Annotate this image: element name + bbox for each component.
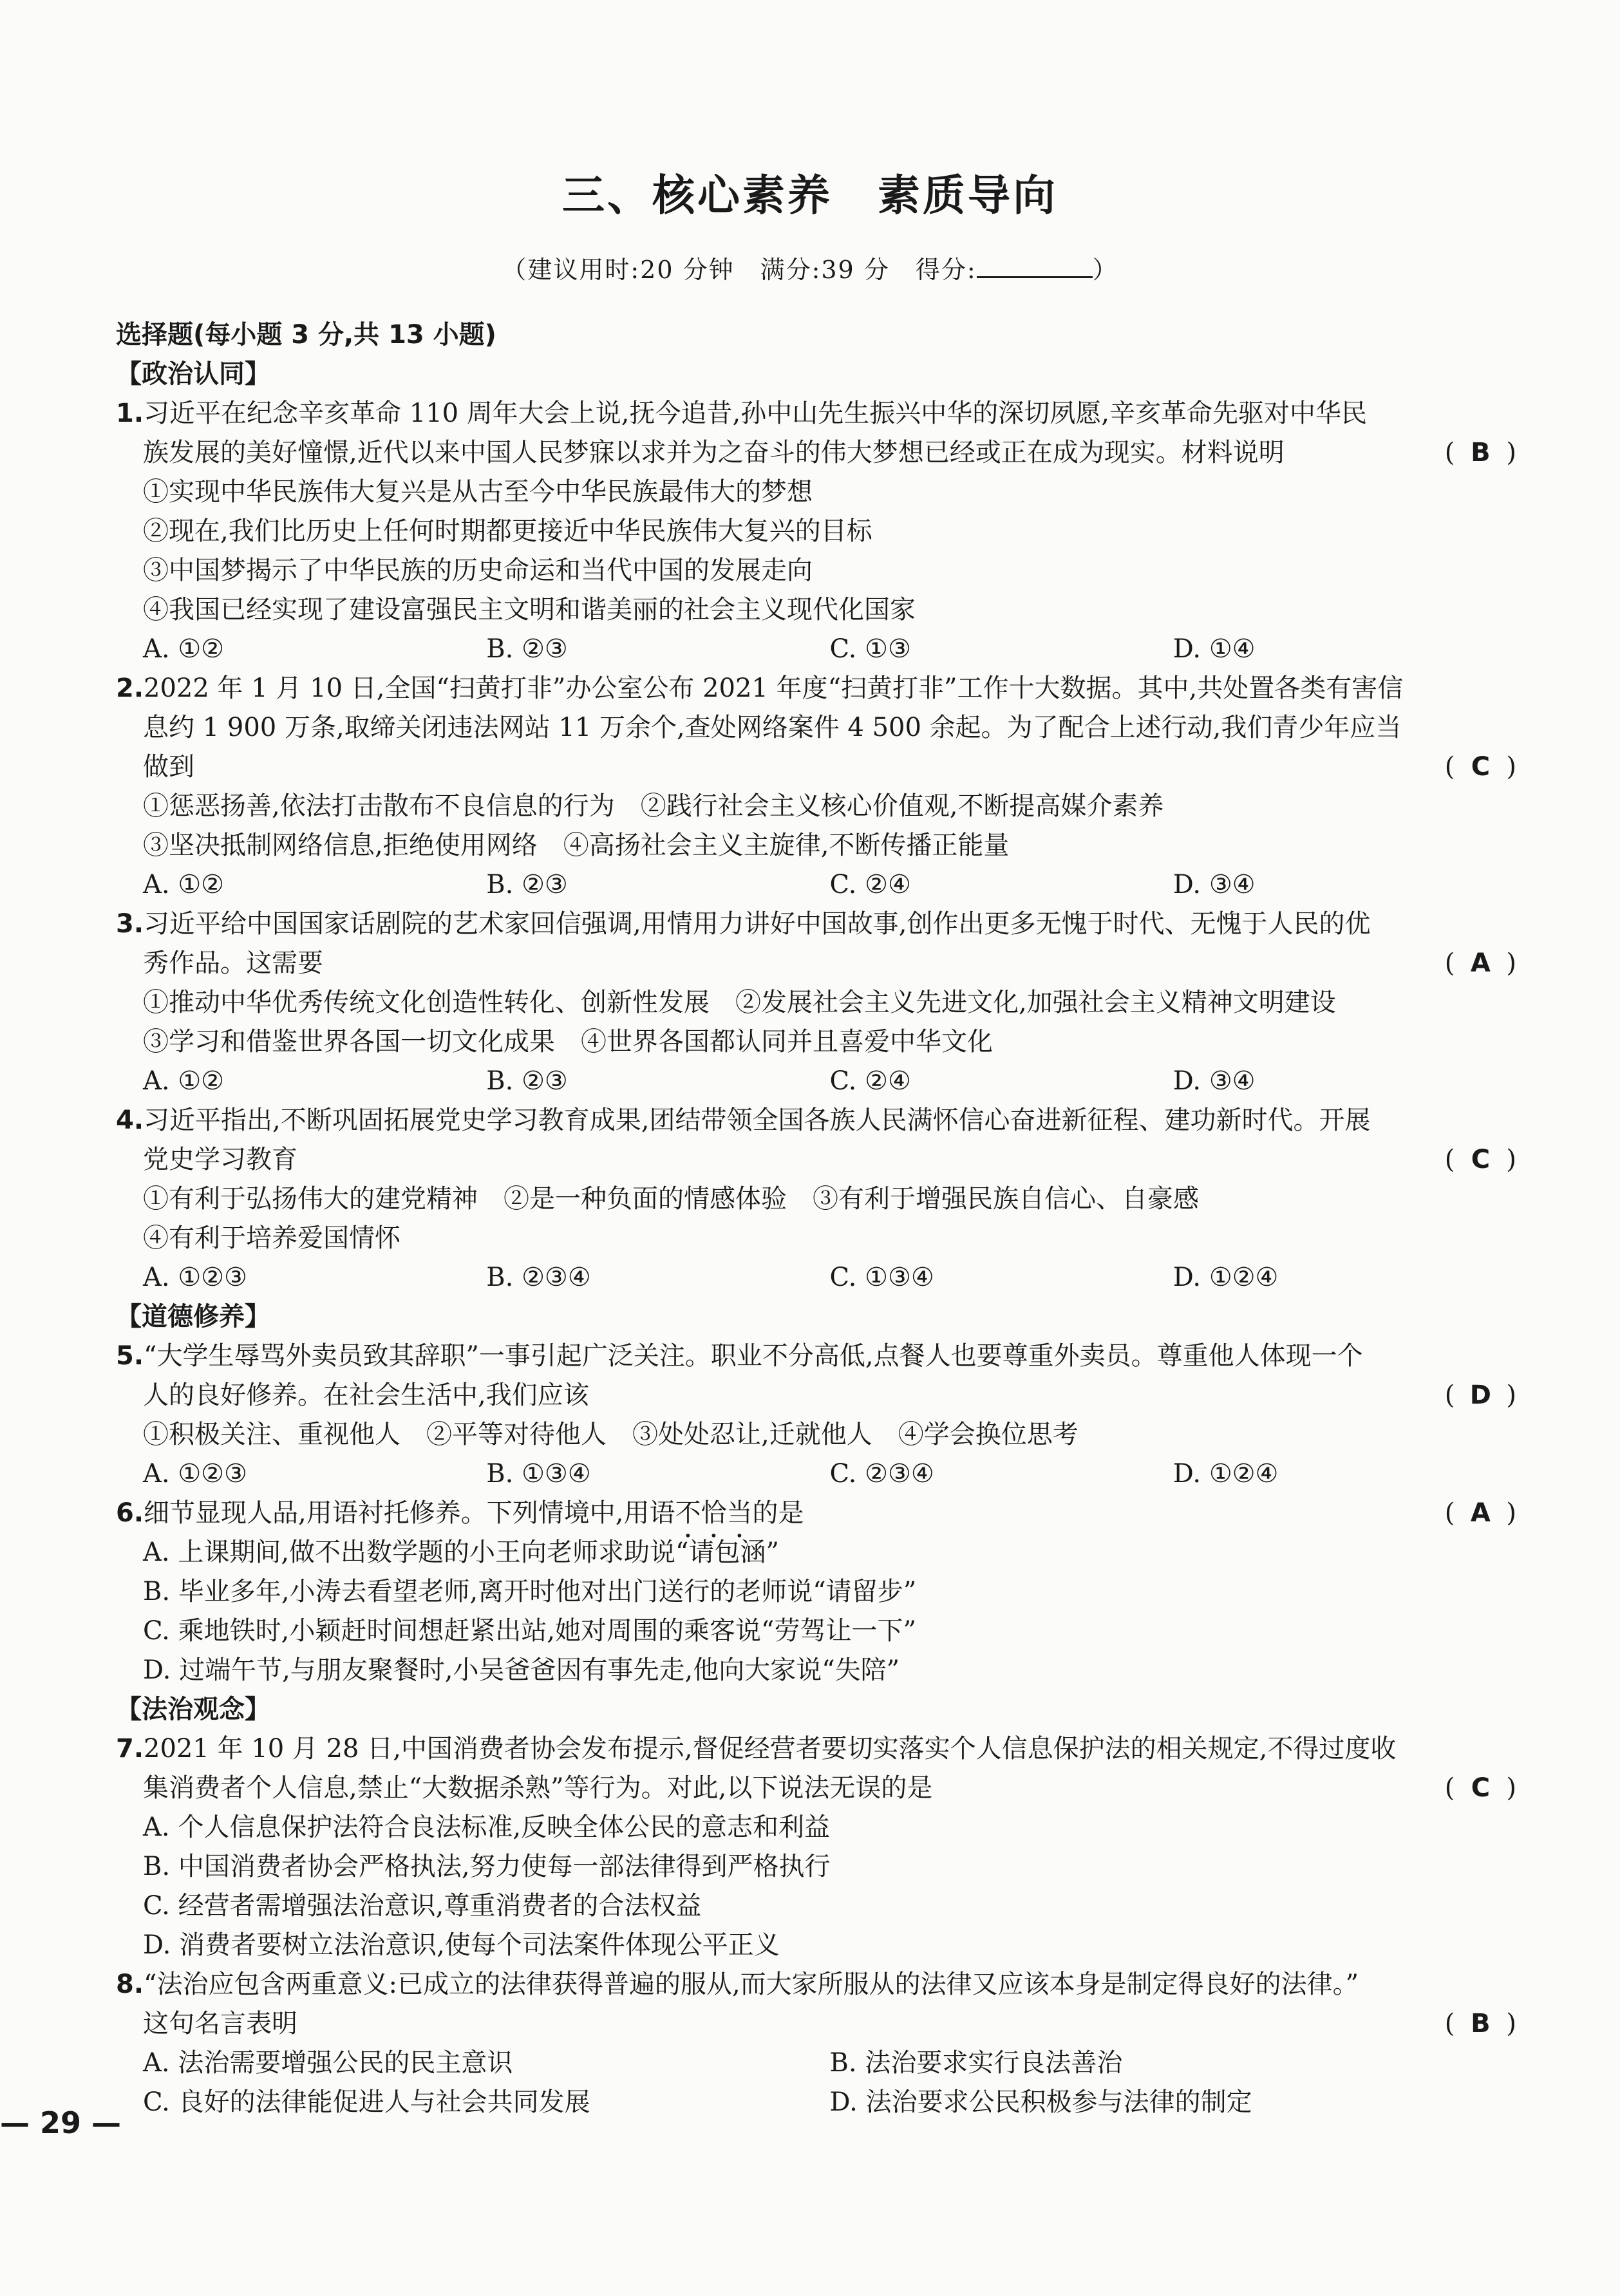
question-3-option-b: B. ②③ <box>486 1066 568 1096</box>
question-4-options <box>116 1258 1516 1297</box>
question-6-answer-letter: A <box>1470 1498 1491 1528</box>
question-2-answer-letter: C <box>1471 752 1491 782</box>
title-part-1: 三、核心素养 <box>562 171 833 220</box>
question-4-line-2 <box>116 1140 1516 1180</box>
question-6-option-a: A. 上课期间,做不出数学题的小王向老师求助说“请包涵” <box>143 1538 779 1567</box>
question-8-answer: ( B ) <box>1445 2004 1516 2044</box>
question-2-option-d: D. ③④ <box>1173 870 1256 899</box>
category-politics: 【政治认同】 <box>116 359 270 389</box>
question-7-text-1: 2021 年 10 月 28 日,中国消费者协会发布提示,督促经营者要切实落实个人信息保护法的相关规定,不得过度收 <box>144 1734 1397 1764</box>
question-3-option-c: C. ②④ <box>829 1066 911 1096</box>
question-2-statement-2: ③坚决抵制网络信息,拒绝使用网络 ④高扬社会主义主旋律,不断传播正能量 <box>143 831 1010 860</box>
question-3-text-1: 习近平给中国国家话剧院的艺术家回信强调,用情用力讲好中国故事,创作出更多无愧于时代、无愧于人民的优 <box>144 909 1371 939</box>
question-1-statement-1: ①实现中华民族伟大复兴是从古至今中华民族最伟大的梦想 <box>143 477 813 507</box>
question-4-answer: ( C ) <box>1445 1140 1516 1180</box>
exam-meta <box>0 250 1620 285</box>
page-number <box>0 2105 121 2140</box>
question-1-options <box>116 630 1516 669</box>
question-8-text-1: “法治应包含两重意义:已成立的法律获得普遍的服从,而大家所服从的法律又应该本身是制定得良好的法律。” <box>144 1970 1359 1999</box>
question-7-option-d: D. 消费者要树立法治意识,使每个司法案件体现公平正义 <box>143 1930 780 1960</box>
question-6-option-d: D. 过端午节,与朋友聚餐时,小吴爸爸因有事先走,他向大家说“失陪” <box>143 1655 900 1685</box>
question-4-option-a: A. ①②③ <box>143 1263 247 1292</box>
question-5-text-2: 人的良好修养。在社会生活中,我们应该 <box>143 1380 589 1410</box>
question-2-option-b: B. ②③ <box>486 870 568 899</box>
question-4-line-1 <box>116 1101 1516 1140</box>
question-4-number: 4. <box>116 1106 144 1135</box>
question-1-number: 1. <box>116 399 144 428</box>
question-6-number: 6. <box>116 1498 144 1528</box>
question-2-option-c: C. ②④ <box>829 870 911 899</box>
question-5-option-b: B. ①③④ <box>486 1459 591 1489</box>
question-7-line-1 <box>116 1729 1516 1769</box>
question-5-text-1: “大学生辱骂外卖员致其辞职”一事引起广泛关注。职业不分高低,点餐人也要尊重外卖员。尊重他人体现一个 <box>144 1341 1363 1371</box>
question-5-options <box>116 1454 1516 1494</box>
question-8-option-b: B. 法治要求实行良法善治 <box>829 2048 1123 2078</box>
question-5-option-d: D. ①②④ <box>1173 1459 1279 1489</box>
question-7-number: 7. <box>116 1734 144 1764</box>
question-8-option-a: A. 法治需要增强公民的民主意识 <box>143 2048 513 2078</box>
question-1-text-1: 习近平在纪念辛亥革命 110 周年大会上说,抚今追昔,孙中山先生振兴中华的深切夙愿,辛亥革命先驱对中华民 <box>144 399 1367 428</box>
question-5-statement-1: ①积极关注、重视他人 ②平等对待他人 ③处处忍让,迁就他人 ④学会换位思考 <box>143 1420 1078 1449</box>
question-8-option-d: D. 法治要求公民积极参与法律的制定 <box>829 2087 1252 2117</box>
question-1-option-b: B. ②③ <box>486 634 568 664</box>
question-6-emphasis: 不恰当 <box>675 1498 753 1528</box>
question-1-answer: ( B ) <box>1445 433 1516 473</box>
question-3-answer-letter: A <box>1470 948 1491 978</box>
question-5-option-a: A. ①②③ <box>143 1459 247 1489</box>
question-3-line-1 <box>116 905 1516 944</box>
question-1-answer-letter: B <box>1471 438 1491 467</box>
question-1-option-c: C. ①③ <box>829 634 911 664</box>
question-5-line-2 <box>116 1376 1516 1415</box>
question-4-answer-letter: C <box>1471 1145 1491 1174</box>
question-1-option-d: D. ①④ <box>1173 634 1256 664</box>
question-1-statement-4: ④我国已经实现了建设富强民主文明和谐美丽的社会主义现代化国家 <box>143 595 916 625</box>
question-3-line-2 <box>116 944 1516 983</box>
question-8-options-row-2 <box>116 2083 1516 2122</box>
question-7-option-c: C. 经营者需增强法治意识,尊重消费者的合法权益 <box>143 1891 702 1921</box>
question-4-text-2: 党史学习教育 <box>143 1145 297 1174</box>
question-8-number: 8. <box>116 1970 144 1999</box>
question-7-text-2: 集消费者个人信息,禁止“大数据杀熟”等行为。对此,以下说法无误的是 <box>143 1773 933 1803</box>
question-1-text-2: 族发展的美好憧憬,近代以来中国人民梦寐以求并为之奋斗的伟大梦想已经或正在成为现实。材料说明 <box>143 438 1285 467</box>
question-3-option-d: D. ③④ <box>1173 1066 1256 1096</box>
question-4-statement-2: ④有利于培养爱国情怀 <box>143 1223 400 1253</box>
question-1-option-a: A. ①② <box>143 634 225 664</box>
question-6-text-a: 细节显现人品,用语衬托修养。下列情境中,用语 <box>144 1498 675 1528</box>
question-5-answer-letter: D <box>1469 1380 1491 1410</box>
question-6-line-1 <box>116 1494 1516 1533</box>
question-8-answer-letter: B <box>1471 2009 1491 2038</box>
question-3-answer: ( A ) <box>1445 944 1516 983</box>
question-4-statement-1: ①有利于弘扬伟大的建党精神 ②是一种负面的情感体验 ③有利于增强民族自信心、自豪感 <box>143 1184 1199 1214</box>
page-number-dash-right: — <box>91 2105 122 2140</box>
question-3-statement-1: ①推动中华优秀传统文化创造性转化、创新性发展 ②发展社会主义先进文化,加强社会主义精神文明建设 <box>143 988 1336 1017</box>
question-8-option-c: C. 良好的法律能促进人与社会共同发展 <box>143 2087 590 2117</box>
question-5-option-c: C. ②③④ <box>829 1459 934 1489</box>
question-2-line-1 <box>116 669 1516 708</box>
question-8-line-1 <box>116 1965 1516 2004</box>
category-law: 【法治观念】 <box>116 1695 270 1724</box>
question-6-option-c: C. 乘地铁时,小颖赶时间想赶紧出站,她对周围的乘客说“劳驾让一下” <box>143 1616 916 1646</box>
question-2-line-2: 息约 1 900 万条,取缔关闭违法网站 11 万余个,查处网络案件 4 500 余起。为了配合上述行动,我们青少年应当 <box>143 713 1402 742</box>
question-3-options <box>116 1062 1516 1101</box>
page-number-value: 29 <box>40 2105 82 2140</box>
question-3-statement-2: ③学习和借鉴世界各国一切文化成果 ④世界各国都认同并且喜爱中华文化 <box>143 1027 993 1057</box>
question-2-text-3: 做到 <box>143 752 194 782</box>
question-4-option-b: B. ②③④ <box>486 1263 591 1292</box>
question-2-line-3 <box>116 748 1516 787</box>
question-6-answer: ( A ) <box>1445 1494 1516 1533</box>
question-2-option-a: A. ①② <box>143 870 225 899</box>
question-1-line-1 <box>116 394 1516 433</box>
question-2-text-1: 2022 年 1 月 10 日,全国“扫黄打非”办公室公布 2021 年度“扫黄打非”工作十大数据。其中,共处置各类有害信 <box>144 673 1404 703</box>
question-4-text-1: 习近平指出,不断巩固拓展党史学习教育成果,团结带领全国各族人民满怀信心奋进新征程、建功新时代。开展 <box>144 1106 1371 1135</box>
question-4-option-c: C. ①③④ <box>829 1263 934 1292</box>
meta-prefix: （建议用时:20 分钟 满分:39 分 得分: <box>502 256 977 284</box>
question-1-line-2 <box>116 433 1516 473</box>
question-5-answer: ( D ) <box>1445 1376 1516 1415</box>
question-7-line-2 <box>116 1769 1516 1808</box>
page-number-dash-left: — <box>0 2105 30 2140</box>
section-header: 选择题(每小题 3 分,共 13 小题) <box>116 320 496 350</box>
meta-suffix: ） <box>1092 256 1118 284</box>
question-2-answer: ( C ) <box>1445 748 1516 787</box>
score-blank <box>977 257 1093 278</box>
question-6-text-b: 的是 <box>752 1498 804 1528</box>
question-1-statement-3: ③中国梦揭示了中华民族的历史命运和当代中国的发展走向 <box>143 556 813 585</box>
question-2-options <box>116 865 1516 905</box>
question-6-option-b: B. 毕业多年,小涛去看望老师,离开时他对出门送行的老师说“请留步” <box>143 1577 917 1606</box>
page-title <box>0 161 1620 222</box>
question-2-number: 2. <box>116 673 144 703</box>
title-part-2: 素质导向 <box>878 171 1058 220</box>
category-morality: 【道德修养】 <box>116 1302 270 1331</box>
question-3-option-a: A. ①② <box>143 1066 225 1096</box>
question-7-answer-letter: C <box>1471 1773 1491 1803</box>
question-5-line-1 <box>116 1337 1516 1376</box>
question-8-line-2: 这句名言表明 <box>143 2009 297 2038</box>
question-7-option-a: A. 个人信息保护法符合良法标准,反映全体公民的意志和利益 <box>143 1812 831 1842</box>
question-3-number: 3. <box>116 909 144 939</box>
question-7-answer: ( C ) <box>1445 1769 1516 1808</box>
question-4-option-d: D. ①②④ <box>1173 1263 1279 1292</box>
question-3-text-2: 秀作品。这需要 <box>143 948 323 978</box>
question-1-statement-2: ②现在,我们比历史上任何时期都更接近中华民族伟大复兴的目标 <box>143 516 872 546</box>
question-5-number: 5. <box>116 1341 144 1371</box>
question-7-option-b: B. 中国消费者协会严格执法,努力使每一部法律得到严格执行 <box>143 1852 831 1881</box>
question-list <box>116 315 1516 2122</box>
question-2-statement-1: ①惩恶扬善,依法打击散布不良信息的行为 ②践行社会主义核心价值观,不断提高媒介素养 <box>143 791 1164 821</box>
